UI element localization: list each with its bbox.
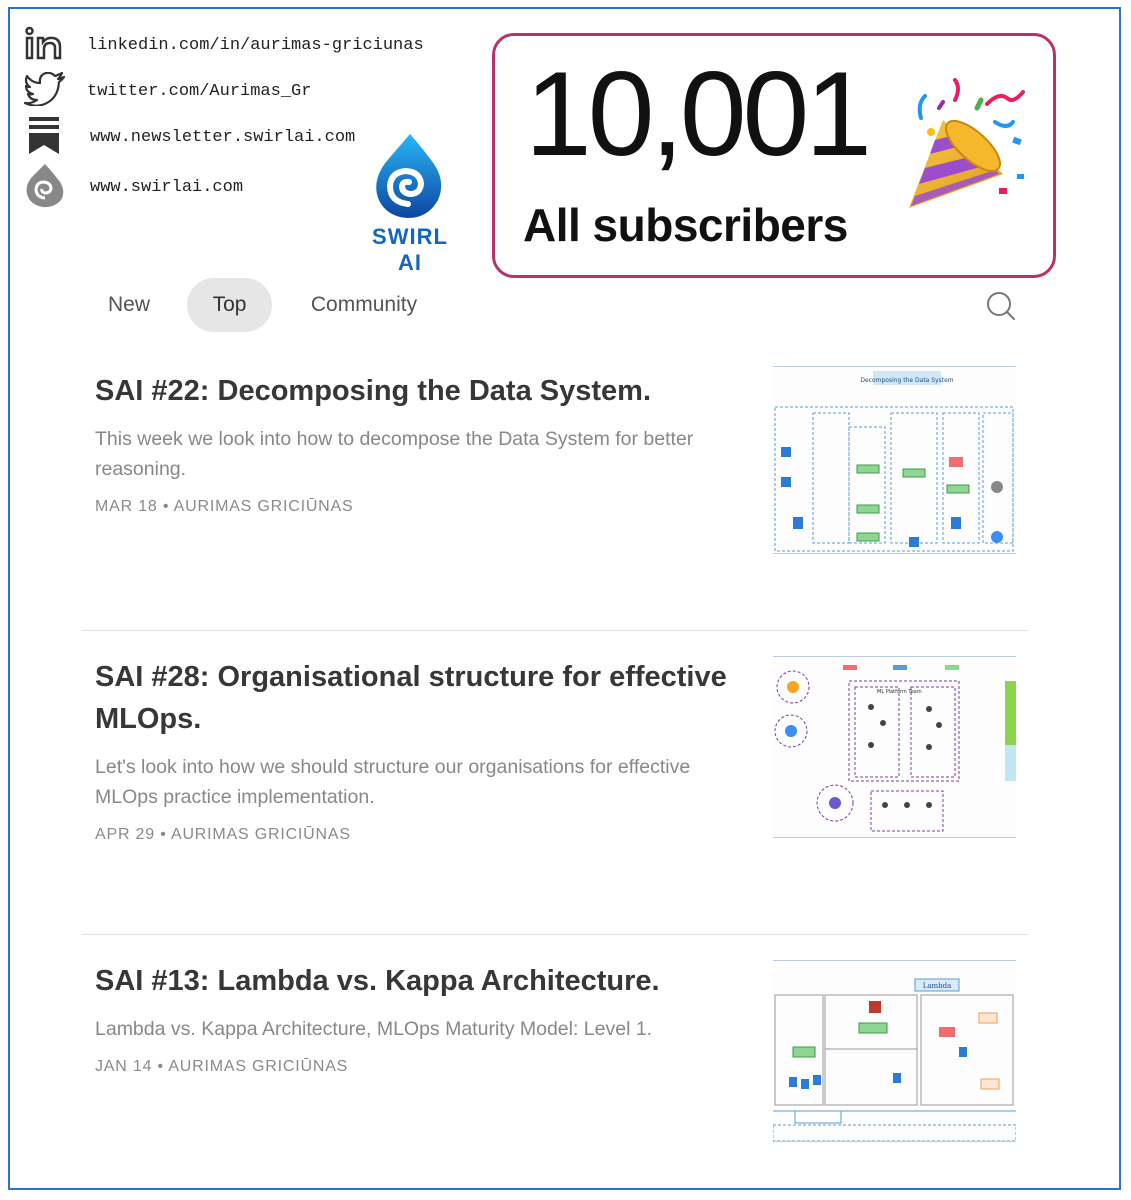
swirl-ai-logo-icon [358, 132, 462, 224]
newsletter-link[interactable]: www.newsletter.swirlai.com [90, 128, 356, 147]
post-thumbnail[interactable] [773, 366, 1016, 554]
swirl-icon [24, 162, 66, 208]
post-divider [82, 934, 1028, 935]
post-description: This week we look into how to decompose the Data System for better reasoning. [95, 428, 694, 480]
subscriber-card [492, 33, 1056, 278]
post-description: Let's look into how we should structure our organisations for effective MLOps practice implementation. [95, 756, 691, 808]
post-item[interactable] [95, 960, 735, 1076]
subscriber-count: 10,001 [525, 47, 869, 181]
bookmark-icon [24, 116, 64, 156]
post-divider [82, 630, 1028, 631]
post-date: MAR 18 [95, 498, 158, 515]
twitter-link[interactable]: twitter.com/Aurimas_Gr [87, 82, 312, 101]
swirl-ai-logo [358, 132, 462, 275]
meta-separator: • [162, 498, 170, 515]
diagram-thumbnail-icon [773, 657, 1016, 837]
post-date: APR 29 [95, 826, 155, 843]
post-meta [95, 498, 735, 516]
post-thumbnail[interactable] [773, 656, 1016, 838]
post-author[interactable]: AURIMAS GRICIŪNAS [173, 498, 354, 515]
post-meta [95, 1058, 735, 1076]
post-author[interactable]: AURIMAS GRICIŪNAS [168, 1058, 349, 1075]
post-description: Lambda vs. Kappa Architecture, MLOps Maturity Model: Level 1. [95, 1018, 653, 1040]
meta-separator: • [160, 826, 167, 843]
post-title[interactable]: SAI #22: Decomposing the Data System. [95, 375, 651, 407]
search-icon[interactable] [985, 290, 1017, 322]
website-link[interactable]: www.swirlai.com [90, 178, 244, 197]
logo-text: SWIRL AI [372, 224, 448, 275]
subscriber-label: All subscribers [523, 199, 848, 251]
diagram-thumbnail-icon [773, 961, 1016, 1141]
post-item[interactable] [95, 370, 735, 516]
linkedin-link[interactable]: linkedin.com/in/aurimas-griciunas [87, 36, 424, 55]
diagram-thumbnail-icon [773, 367, 1016, 553]
post-date: JAN 14 [95, 1058, 153, 1075]
tab-community[interactable]: Community [310, 293, 418, 316]
post-title[interactable]: SAI #13: Lambda vs. Kappa Architecture. [95, 965, 660, 997]
post-author[interactable]: AURIMAS GRICIŪNAS [170, 826, 351, 843]
post-thumbnail[interactable] [773, 960, 1016, 1142]
thumbnail-label: Decomposing the Data System [860, 377, 954, 384]
thumbnail-label: ML Platform Team [877, 689, 922, 695]
post-title[interactable]: SAI #28: Organisational structure for effective MLOps. [95, 661, 727, 735]
post-meta [95, 826, 735, 844]
post-item[interactable] [95, 656, 735, 844]
linkedin-icon [24, 26, 64, 62]
meta-separator: • [157, 1058, 164, 1075]
thumbnail-label: Lambda [922, 982, 952, 990]
party-popper-icon [895, 78, 1035, 238]
tab-top[interactable]: Top [187, 278, 272, 332]
twitter-icon [24, 72, 66, 106]
tab-new[interactable]: New [107, 293, 150, 316]
